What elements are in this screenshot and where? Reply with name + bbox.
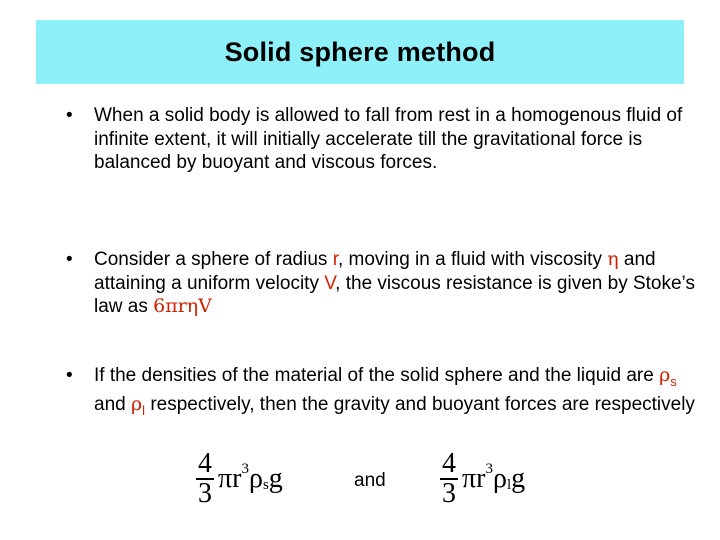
bullet-3-text [94, 364, 696, 423]
bullet-1 [66, 104, 696, 175]
pi-symbol: π [218, 463, 233, 494]
fraction-numerator: 4 [198, 448, 212, 479]
fraction-numerator: 4 [442, 448, 456, 479]
text-run: Consider a sphere of radius [94, 249, 333, 270]
text-run: and attaining a uniform velocity [94, 249, 656, 294]
bullet-1-text: When a solid body is allowed to fall from rest in a homogenous fluid of infinite extent, it will initially accelerate till the gravitational force is balanced by buoyant and viscous forces. [94, 105, 683, 173]
stokes-law-expression: 6πrηV [153, 295, 212, 317]
and-connector: and [354, 470, 386, 491]
text-run: If the densities of the material of the solid sphere and the liquid are [94, 365, 660, 386]
bullet-dot: • [66, 365, 73, 386]
bullet-3 [66, 364, 696, 423]
text-run: respectively, then the gravity and buoyant forces are respectively [145, 394, 695, 416]
density-solid-subscript: s [670, 373, 677, 389]
density-solid-symbol: ρ [659, 364, 671, 386]
viscosity-symbol: η [607, 248, 619, 270]
exponent: 3 [241, 460, 249, 477]
rho-subscript: l [506, 476, 512, 493]
gravity-variable: g [268, 463, 283, 494]
bullet-dot: • [66, 249, 73, 270]
bullet-2-text [94, 248, 696, 319]
fraction-denominator: 3 [442, 478, 456, 509]
radius-variable: r [476, 463, 486, 494]
bullet-dot: • [66, 105, 73, 126]
gravity-variable: g [511, 463, 526, 494]
bullet-2 [66, 248, 696, 319]
radius-variable: r [232, 463, 242, 494]
velocity-symbol: V [324, 272, 336, 294]
fraction-denominator: 3 [198, 478, 212, 509]
exponent: 3 [485, 460, 493, 477]
buoyant-force-formula [440, 450, 525, 508]
rho-symbol: ρ [248, 463, 263, 494]
title-banner [36, 20, 684, 84]
gravity-force-formula [196, 450, 283, 508]
fraction [440, 450, 458, 508]
density-liquid-subscript: l [142, 403, 146, 419]
page-title: Solid sphere method [224, 36, 496, 67]
rho-symbol: ρ [492, 463, 507, 494]
text-run: and [94, 394, 131, 416]
radius-symbol: r [332, 249, 338, 270]
rho-subscript: s [262, 476, 269, 493]
text-run: , moving in a fluid with viscosity [337, 249, 608, 270]
density-liquid-symbol: ρ [130, 393, 143, 416]
text-run: , the viscous resistance is given by Stoke’s law as [94, 272, 695, 317]
fraction [196, 450, 214, 508]
pi-symbol: π [462, 463, 477, 494]
